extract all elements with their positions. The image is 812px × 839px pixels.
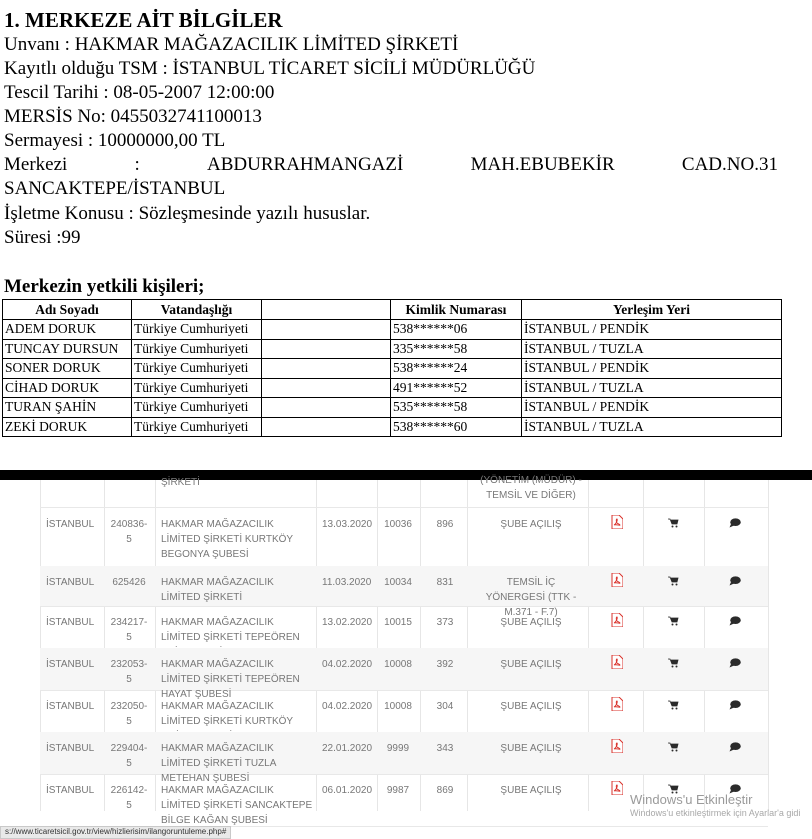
id-number-cell: 335******58: [391, 339, 522, 359]
cart-icon[interactable]: [668, 658, 679, 668]
name-cell: HAKMAR MAĞAZACILIK LİMİTED ŞİRKETİ TEPEÖREN: [161, 617, 300, 643]
gazette-number-cell: 10008: [384, 659, 412, 670]
type-cell: ŞUBE AÇILIŞ: [500, 617, 562, 628]
header-cell: [262, 300, 391, 320]
page-cell: 392: [436, 659, 454, 670]
residence-cell: İSTANBUL / PENDİK: [522, 359, 782, 379]
registry-listing: [0, 475, 812, 837]
activation-watermark-text: Windows'u etkinleştirmek için Ayarlar'a gidi: [630, 808, 801, 818]
table-row: [40, 732, 768, 784]
comment-icon[interactable]: [729, 658, 741, 668]
type-cell-line2: TEMSİL VE DİĞER): [486, 490, 576, 501]
gazette-number-cell: 10036: [384, 519, 412, 530]
residence-cell: İSTANBUL / TUZLA: [522, 417, 782, 437]
city-cell: İSTANBUL: [46, 785, 95, 796]
type-cell: ŞUBE AÇILIŞ: [500, 659, 562, 670]
table-row: [3, 398, 782, 418]
name-cell: CİHAD DORUK: [3, 378, 132, 398]
pdf-file-icon[interactable]: [611, 739, 623, 753]
residence-cell: İSTANBUL / TUZLA: [522, 339, 782, 359]
registry-no-cell: 625426: [112, 577, 146, 588]
registry-no-cell: 226142-5: [110, 785, 148, 811]
gazette-number-cell: 10015: [384, 617, 412, 628]
page-cell: 831: [436, 577, 454, 588]
table-row: [3, 378, 782, 398]
date-cell: 11.03.2020: [322, 577, 372, 588]
city-cell: İSTANBUL: [46, 617, 95, 628]
gazette-number-cell: 10034: [384, 577, 412, 588]
header-cell: Adı Soyadı: [3, 300, 132, 320]
residence-cell: İSTANBUL / PENDİK: [522, 398, 782, 418]
residence-cell: İSTANBUL / PENDİK: [522, 320, 782, 340]
table-row: [40, 508, 768, 567]
table-row: [40, 475, 768, 508]
header-cell: Yerleşim Yeri: [522, 300, 782, 320]
cart-icon[interactable]: [668, 576, 679, 586]
comment-icon[interactable]: [729, 742, 741, 752]
id-number-cell: 538******06: [391, 320, 522, 340]
citizenship-cell: Türkiye Cumhuriyeti: [132, 378, 262, 398]
pdf-file-icon[interactable]: [611, 781, 623, 795]
separator-bar: [0, 470, 812, 480]
registry-no-cell: 229404-5: [110, 743, 148, 769]
table-row: [40, 690, 768, 733]
type-cell: TEMSİL İÇ YÖNERGESİ (TTK - M.371 - F.7): [485, 577, 577, 618]
date-cell: 04.02.2020: [322, 701, 373, 712]
comment-icon[interactable]: [729, 576, 741, 586]
page-cell: 373: [436, 617, 454, 628]
cart-icon[interactable]: [668, 700, 679, 710]
section-title: 1. MERKEZE AİT BİLGİLER: [4, 8, 283, 32]
type-cell: ŞUBE AÇILIŞ: [500, 519, 562, 530]
name-cell: HAKMAR MAĞAZACILIK LİMİTED ŞİRKETİ TEPEÖREN HAYAT ŞUBESİ: [161, 659, 300, 700]
date-cell: 06.01.2020: [322, 785, 373, 796]
city-cell: İSTANBUL: [46, 577, 95, 588]
empty-cell: [262, 378, 391, 398]
name-cell: ZEKİ DORUK: [3, 417, 132, 437]
citizenship-cell: Türkiye Cumhuriyeti: [132, 339, 262, 359]
city-cell: İSTANBUL: [46, 519, 95, 530]
citizenship-cell: Türkiye Cumhuriyeti: [132, 417, 262, 437]
table-row: [40, 648, 768, 700]
cart-icon[interactable]: [668, 616, 679, 626]
date-cell: 22.01.2020: [322, 743, 373, 754]
name-cell: HAKMAR MAĞAZACILIK LİMİTED ŞİRKETİ KURTKÖY BEGONYA ŞUBESİ: [161, 519, 293, 560]
type-cell: ŞUBE AÇILIŞ: [500, 701, 562, 712]
header-cell: Vatandaşlığı: [132, 300, 262, 320]
city-cell: İSTANBUL: [46, 743, 95, 754]
merkezi-label: Merkezi: [4, 154, 68, 175]
citizenship-cell: Türkiye Cumhuriyeti: [132, 320, 262, 340]
name-cell: SONER DORUK: [3, 359, 132, 379]
empty-cell: [262, 417, 391, 437]
name-cell: TURAN ŞAHİN: [3, 398, 132, 418]
status-url: s://www.ticaretsicil.gov.tr/view/hizlierisim/ilangoruntuleme.php#: [0, 826, 231, 839]
type-cell: ŞUBE AÇILIŞ: [500, 743, 562, 754]
id-number-cell: 538******24: [391, 359, 522, 379]
comment-icon[interactable]: [729, 700, 741, 710]
cart-icon[interactable]: [668, 518, 679, 528]
registry-no-cell: 232053-5: [110, 659, 148, 685]
table-header-row: [3, 300, 782, 320]
table-row: [3, 339, 782, 359]
merkezi-line2: SANCAKTEPE/İSTANBUL: [4, 178, 226, 199]
pdf-file-icon[interactable]: [611, 573, 623, 587]
unvan-line: Unvanı : HAKMAR MAĞAZACILIK LİMİTED ŞİRKETİ: [4, 34, 459, 55]
merkezi-part2: MAH.EBUBEKİR: [470, 154, 615, 175]
type-cell: ŞUBE AÇILIŞ: [500, 785, 562, 796]
registry-no-cell: 232050-5: [110, 701, 148, 727]
merkezi-part3: CAD.NO.31: [681, 154, 778, 175]
citizenship-cell: Türkiye Cumhuriyeti: [132, 398, 262, 418]
empty-cell: [262, 339, 391, 359]
comment-icon[interactable]: [729, 518, 741, 528]
city-cell: İSTANBUL: [46, 659, 95, 670]
date-cell: 04.02.2020: [322, 659, 373, 670]
page-cell: 304: [436, 701, 454, 712]
name-cell: HAKMAR MAĞAZACILIK LİMİTED ŞİRKETİ TUZLA METEHAN ŞUBESİ: [161, 743, 276, 784]
citizenship-cell: Türkiye Cumhuriyeti: [132, 359, 262, 379]
date-cell: 13.02.2020: [322, 617, 373, 628]
name-cell: HAKMAR MAĞAZACILIK LİMİTED ŞİRKETİ SANCAKTEPE BİLGE KAĞAN ŞUBESİ: [161, 785, 313, 826]
cart-icon[interactable]: [668, 742, 679, 752]
table-row: [3, 359, 782, 379]
comment-icon[interactable]: [729, 616, 741, 626]
mersis-line: MERSİS No: 0455032741100013: [4, 106, 262, 127]
empty-cell: [262, 398, 391, 418]
table-row: [3, 320, 782, 340]
gazette-number-cell: 9999: [386, 743, 410, 754]
header-cell: Kimlik Numarası: [391, 300, 522, 320]
gazette-number-cell: 9987: [386, 785, 410, 796]
id-number-cell: 538******60: [391, 417, 522, 437]
gazette-number-cell: 10008: [384, 701, 412, 712]
registry-no-cell: 240836-5: [110, 519, 148, 545]
isletme-line: İşletme Konusu : Sözleşmesinde yazılı hususlar.: [4, 203, 371, 224]
table-row: [40, 566, 768, 618]
authorized-title: Merkezin yetkili kişileri;: [4, 276, 205, 297]
table-row: [40, 606, 768, 649]
sermaye-line: Sermayesi : 10000000,00 TL: [4, 130, 226, 151]
page-cell: 869: [436, 785, 454, 796]
authorized-persons-table: [2, 299, 782, 437]
table-row: [3, 417, 782, 437]
name-cell: ŞİRKETİ: [161, 477, 200, 488]
empty-cell: [262, 359, 391, 379]
name-cell: ADEM DORUK: [3, 320, 132, 340]
registry-no-cell: 234217-5: [110, 617, 148, 643]
name-cell: HAKMAR MAĞAZACILIK LİMİTED ŞİRKETİ KURTKÖY: [161, 701, 293, 727]
tsm-line: Kayıtlı olduğu TSM : İSTANBUL TİCARET SİCİLİ MÜDÜRLÜĞÜ: [4, 58, 536, 79]
type-cell-line1: (YÖNETİM (MÜDÜR) -: [480, 475, 582, 486]
id-number-cell: 535******58: [391, 398, 522, 418]
merkezi-part1: ABDURRAHMANGAZİ: [207, 154, 404, 175]
activation-watermark-title: Windows'u Etkinleştir: [630, 792, 753, 807]
page-cell: 343: [436, 743, 454, 754]
tescil-line: Tescil Tarihi : 08-05-2007 12:00:00: [4, 82, 275, 103]
residence-cell: İSTANBUL / TUZLA: [522, 378, 782, 398]
pdf-file-icon[interactable]: [611, 655, 623, 669]
page-cell: 896: [436, 519, 454, 530]
suresi-line: Süresi :99: [4, 227, 81, 248]
pdf-file-icon[interactable]: [611, 613, 623, 627]
column-divider: [768, 480, 769, 811]
pdf-file-icon[interactable]: [611, 697, 623, 711]
merkezi-colon: :: [134, 154, 140, 175]
merkezi-line: [4, 154, 778, 176]
date-cell: 13.03.2020: [322, 519, 373, 530]
name-cell: TUNCAY DURSUN: [3, 339, 132, 359]
pdf-file-icon[interactable]: [611, 515, 623, 529]
name-cell: HAKMAR MAĞAZACILIK LİMİTED ŞİRKETİ: [161, 577, 274, 603]
id-number-cell: 491******52: [391, 378, 522, 398]
empty-cell: [262, 320, 391, 340]
city-cell: İSTANBUL: [46, 701, 95, 712]
